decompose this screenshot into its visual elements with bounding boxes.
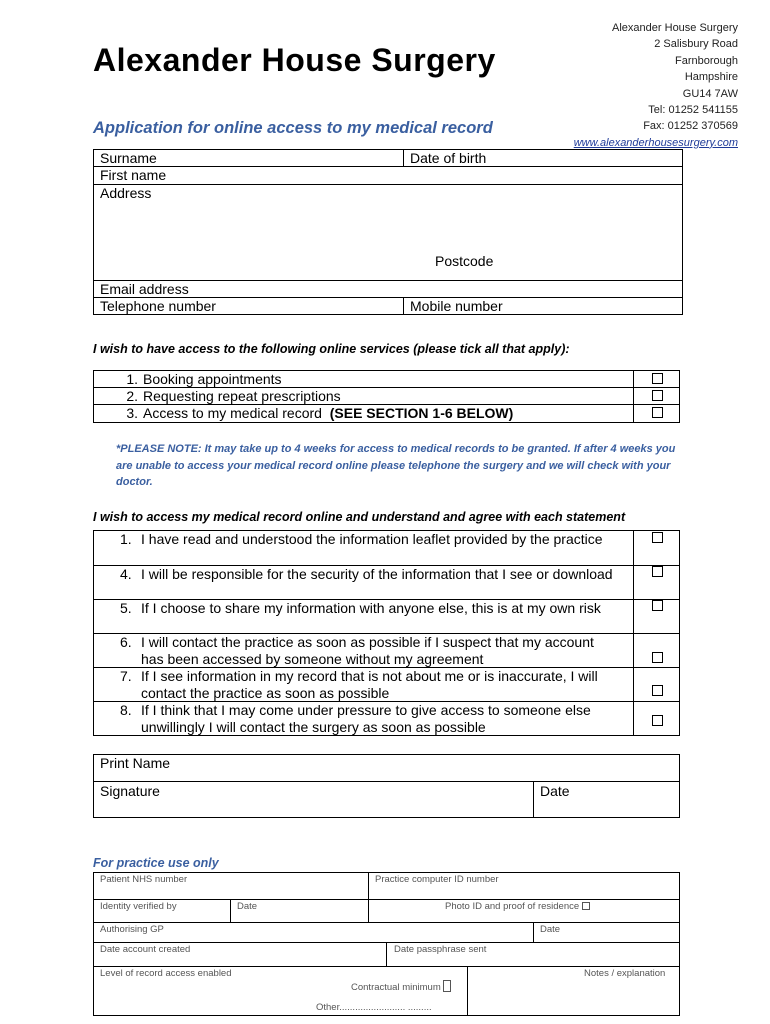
service-item: 3. Access to my medical record (SEE SECTION 1-6 BELOW) — [126, 405, 514, 421]
service-item: 2. Requesting repeat prescriptions — [126, 388, 341, 404]
signature-field[interactable]: Signature — [100, 783, 160, 799]
prescriptions-checkbox[interactable] — [652, 390, 663, 401]
notes-field[interactable]: Notes / explanation — [584, 968, 666, 979]
address-line: Farnborough — [675, 54, 738, 67]
photo-id-field[interactable]: Photo ID and proof of residence — [445, 901, 590, 912]
statement-item: 4. I will be responsible for the security of the information that I see or download — [120, 566, 613, 582]
mobile-field[interactable]: Mobile number — [410, 298, 503, 314]
statement-1-checkbox[interactable] — [652, 532, 663, 543]
statement-5-checkbox[interactable] — [652, 600, 663, 611]
postcode-field[interactable]: Postcode — [435, 253, 494, 269]
practice-use-heading: For practice use only — [93, 856, 219, 870]
print-name-field[interactable]: Print Name — [100, 755, 171, 771]
form-subtitle: Application for online access to my medical record — [93, 119, 493, 137]
statement-item: 1. I have read and understood the information leaflet provided by the practice — [120, 531, 603, 547]
surname-field[interactable]: Surname — [100, 150, 157, 166]
statement-6-checkbox[interactable] — [652, 652, 663, 663]
contractual-minimum-option[interactable]: Contractual minimum — [351, 980, 451, 993]
telephone-field[interactable]: Telephone number — [100, 298, 216, 314]
page-title: Alexander House Surgery — [93, 42, 496, 78]
computer-id-field[interactable]: Practice computer ID number — [375, 874, 499, 885]
statements-heading: I wish to access my medical record online and understand and agree with each statement — [93, 510, 626, 524]
first-name-field[interactable]: First name — [100, 167, 167, 183]
statement-item: 8. If I think that I may come under pressure to give access to someone else unwillingly I will contact the surgery as soon as possible — [120, 702, 591, 735]
services-heading: I wish to have access to the following online services (please tick all that apply): — [93, 342, 570, 356]
address-line: Fax: 01252 370569 — [643, 120, 738, 133]
address-field[interactable]: Address — [100, 185, 152, 201]
account-created-field[interactable]: Date account created — [100, 944, 191, 955]
passphrase-sent-field[interactable]: Date passphrase sent — [394, 944, 487, 955]
email-field[interactable]: Email address — [100, 281, 189, 297]
photo-id-checkbox[interactable] — [582, 902, 590, 910]
service-item: 1. Booking appointments — [126, 371, 282, 387]
dob-field[interactable]: Date of birth — [410, 150, 487, 166]
address-line: Alexander House Surgery — [612, 22, 738, 34]
booking-checkbox[interactable] — [652, 373, 663, 384]
authorising-gp-field[interactable]: Authorising GP — [100, 924, 164, 935]
contractual-checkbox[interactable] — [443, 980, 451, 992]
other-option[interactable]: Other......................... ......... — [316, 1002, 432, 1013]
record-access-checkbox[interactable] — [652, 407, 663, 418]
statement-item: 5. If I choose to share my information with anyone else, this is at my own risk — [120, 600, 601, 616]
signature-date-field[interactable]: Date — [540, 783, 570, 799]
website-link[interactable]: www.alexanderhousesurgery.com — [573, 136, 738, 149]
identity-date-field[interactable]: Date — [237, 901, 258, 912]
surgery-address — [574, 20, 738, 151]
address-line: Hampshire — [684, 71, 738, 84]
nhs-number-field[interactable]: Patient NHS number — [100, 874, 188, 885]
address-line: GU14 7AW — [682, 87, 738, 100]
access-note: *PLEASE NOTE: It may take up to 4 weeks for access to medical records to be granted. If after 4 weeks you are unable to access your medical record online please telephone the surgery and we will check with your doctor. — [116, 443, 676, 488]
address-line: 2 Salisbury Road — [654, 38, 738, 51]
statement-item: 6. I will contact the practice as soon as possible if I suspect that my account has been accessed by someone without my agreement — [120, 634, 594, 667]
statement-4-checkbox[interactable] — [652, 566, 663, 577]
signature-table — [93, 754, 680, 818]
access-level-field[interactable]: Level of record access enabled — [100, 968, 232, 979]
authorising-date-field[interactable]: Date — [540, 924, 561, 935]
statement-8-checkbox[interactable] — [652, 715, 663, 726]
address-line: Tel: 01252 541155 — [648, 104, 738, 117]
identity-verified-field[interactable]: Identity verified by — [100, 901, 177, 912]
statement-7-checkbox[interactable] — [652, 685, 663, 696]
statement-item: 7. If I see information in my record that is not about me or is inaccurate, I will contact the practice as soon as possible — [120, 668, 598, 701]
